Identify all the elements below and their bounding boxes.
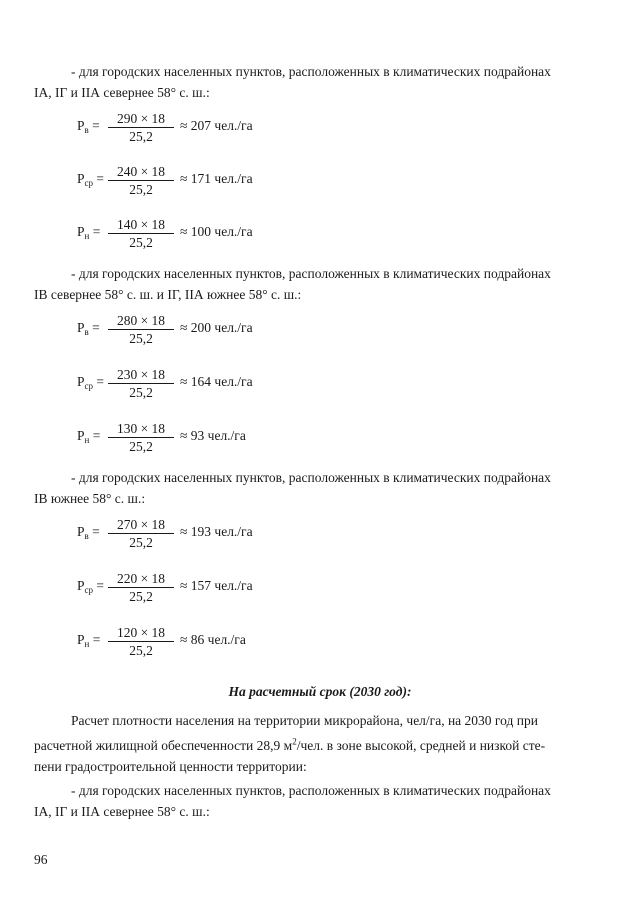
denominator: 25,2	[129, 235, 153, 250]
numerator: 130 × 18	[116, 421, 166, 436]
paragraph-3-line-1: - для городских населенных пунктов, расположенных в климатических подрайонах	[71, 470, 551, 485]
paragraph-1-line-1: - для городских населенных пунктов, расположенных в климатических подрайонах	[71, 64, 551, 79]
denominator: 25,2	[129, 129, 153, 144]
paragraph-2-line-1: - для городских населенных пунктов, расположенных в климатических подрайонах	[71, 266, 551, 281]
numerator: 280 × 18	[116, 313, 166, 328]
denominator: 25,2	[129, 535, 153, 550]
numerator: 120 × 18	[116, 625, 166, 640]
numerator: 240 × 18	[116, 164, 166, 179]
numerator: 140 × 18	[116, 217, 166, 232]
formula-lhs: $Р_н$ =	[77, 224, 101, 241]
paragraph-5	[34, 780, 579, 822]
formula-result: ≈ 207 чел./га	[180, 118, 253, 133]
paragraph-1-line-2: IА, IГ и IIА севернее 58° с. ш.:	[34, 85, 210, 100]
paragraph-4-line-2: расчетной жилищной обеспеченности 28,9 $м^2$/чел. в зоне высокой, средней и низкой сте-	[34, 736, 546, 753]
formula-result: ≈ 86 чел./га	[180, 632, 246, 647]
fraction	[108, 366, 174, 401]
formula-result: ≈ 100 чел./га	[180, 224, 253, 239]
denominator: 25,2	[129, 331, 153, 346]
formula-result: ≈ 157 чел./га	[180, 578, 253, 593]
denominator: 25,2	[129, 182, 153, 197]
paragraph-3-line-2: IВ южнее 58° с. ш.:	[34, 491, 146, 506]
paragraph-4-line-1: Расчет плотности населения на территории микрорайона, чел/га, на 2030 год при	[71, 713, 538, 728]
formula-lhs: $Р_в$ =	[77, 320, 100, 337]
fraction	[108, 516, 174, 551]
paragraph-2-line-2: IВ севернее 58° с. ш. и IГ, IIА южнее 58° с. ш.:	[34, 287, 302, 302]
formula-result: ≈ 164 чел./га	[180, 374, 253, 389]
formula-lhs: $Р_в$ =	[77, 524, 100, 541]
denominator: 25,2	[129, 385, 153, 400]
fraction	[108, 216, 174, 251]
denominator: 25,2	[129, 643, 153, 658]
formula-result: ≈ 200 чел./га	[180, 320, 253, 335]
numerator: 230 × 18	[116, 367, 166, 382]
fraction	[108, 570, 174, 605]
formula-lhs: $Р_{ср}$ =	[77, 374, 105, 391]
denominator: 25,2	[129, 439, 153, 454]
formula-lhs: $Р_н$ =	[77, 632, 101, 649]
formula-lhs: $Р_{ср}$ =	[77, 171, 105, 188]
fraction	[108, 312, 174, 347]
numerator: 220 × 18	[116, 571, 166, 586]
fraction	[108, 624, 174, 659]
numerator: 270 × 18	[116, 517, 166, 532]
formula-result: ≈ 193 чел./га	[180, 524, 253, 539]
paragraph-2	[34, 263, 579, 305]
paragraph-5-line-2: IА, IГ и IIА севернее 58° с. ш.:	[34, 804, 210, 819]
fraction	[108, 420, 174, 455]
fraction	[108, 163, 174, 198]
formula-lhs: $Р_{ср}$ =	[77, 578, 105, 595]
paragraph-4	[34, 710, 579, 777]
numerator: 290 × 18	[116, 111, 166, 126]
fraction	[108, 110, 174, 145]
paragraph-4-line-3: пени градостроительной ценности территории:	[34, 758, 307, 774]
formula-result: ≈ 171 чел./га	[180, 171, 253, 186]
section-heading: На расчетный срок (2030 год):	[228, 684, 412, 699]
page-number: 96	[34, 852, 48, 867]
formula-result: ≈ 93 чел./га	[180, 428, 246, 443]
paragraph-1	[34, 61, 579, 103]
paragraph-5-line-1: - для городских населенных пунктов, расположенных в климатических подрайонах	[71, 783, 551, 798]
formula-lhs: $Р_н$ =	[77, 428, 101, 445]
formula-lhs: $Р_в$ =	[77, 118, 100, 135]
paragraph-3	[34, 467, 579, 509]
denominator: 25,2	[129, 589, 153, 604]
